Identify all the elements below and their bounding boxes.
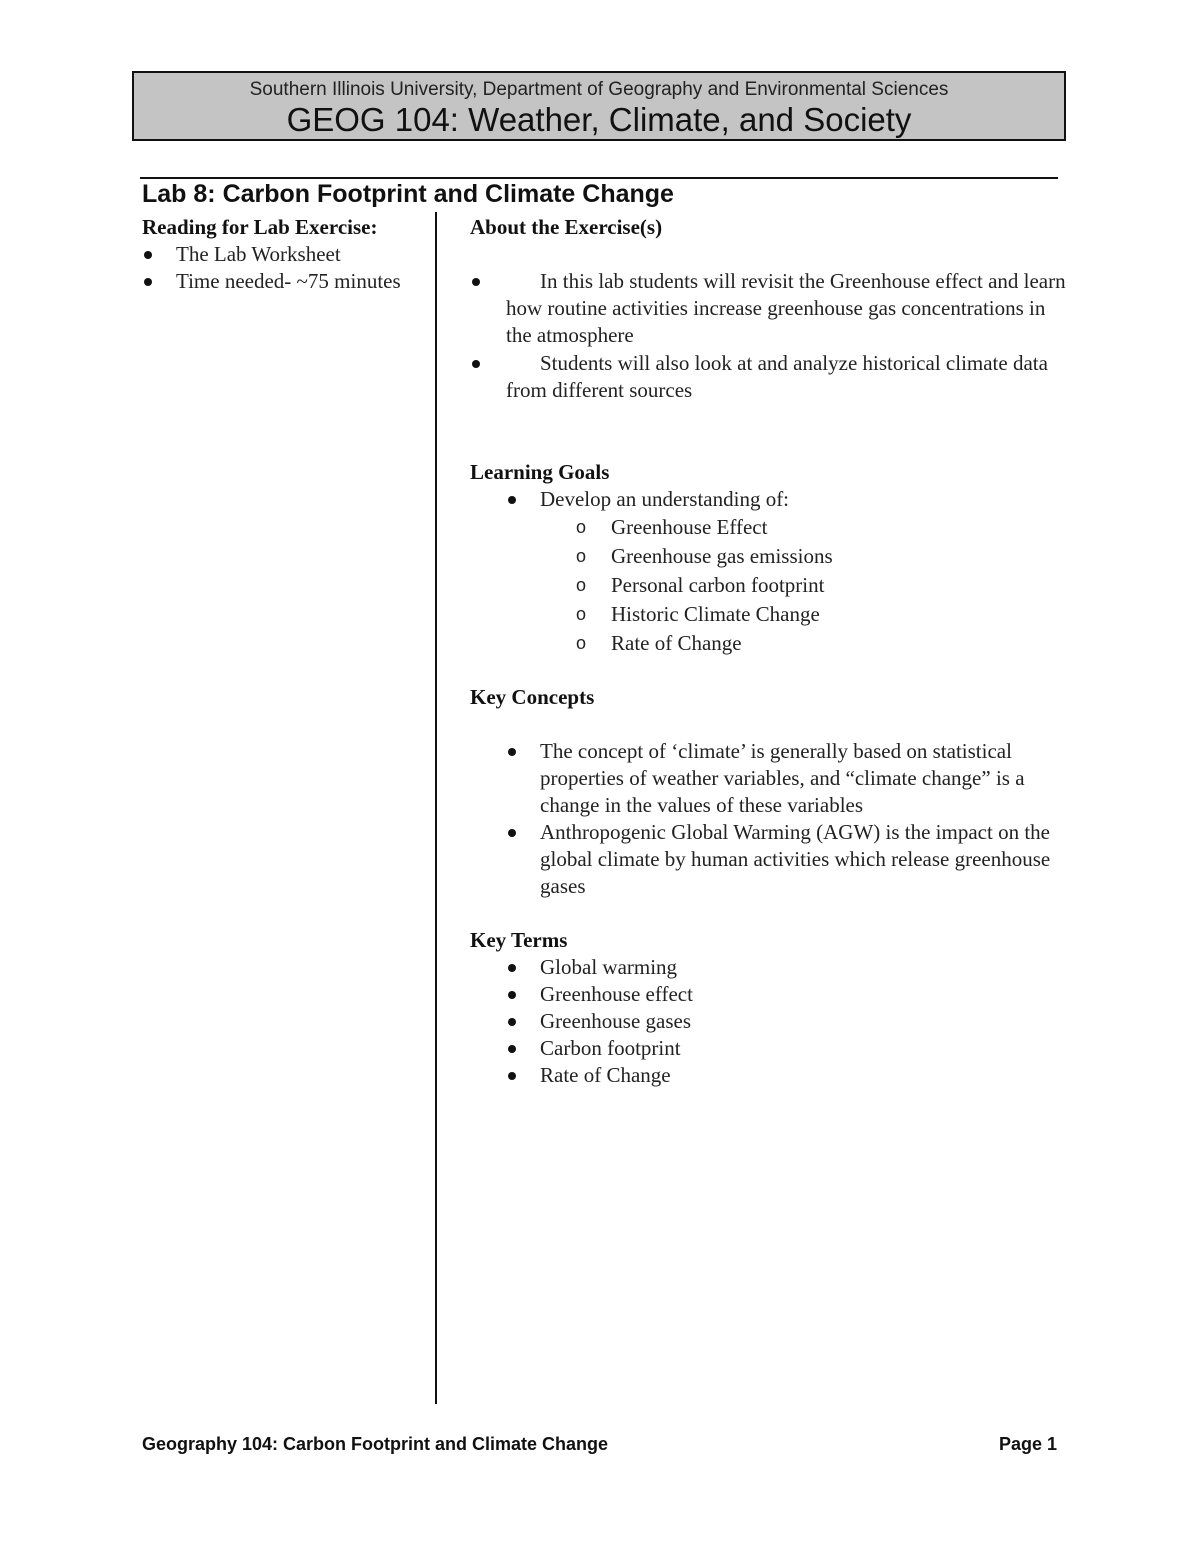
bullet-icon xyxy=(508,1018,516,1026)
bullet-icon xyxy=(508,829,516,837)
list-item: Anthropogenic Global Warming (AGW) is the impact on the global climate by human activities which release greenhouse gases xyxy=(470,819,1070,900)
learning-goals-heading: Learning Goals xyxy=(470,460,610,484)
sub-bullet-icon: o xyxy=(576,517,587,537)
learning-goals-sublist xyxy=(470,513,1070,658)
list-item: Rate of Change xyxy=(470,1062,1070,1089)
list-item: Develop an understanding of: xyxy=(470,486,1070,513)
list-item: Greenhouse effect xyxy=(470,981,1070,1008)
reading-heading: Reading for Lab Exercise: xyxy=(142,215,378,239)
sub-bullet-icon: o xyxy=(576,604,587,624)
list-item: Carbon footprint xyxy=(470,1035,1070,1062)
sub-bullet-icon: o xyxy=(576,546,587,566)
title-divider xyxy=(140,177,1058,179)
footer-title: Geography 104: Carbon Footprint and Climate Change xyxy=(142,1434,609,1454)
bullet-icon xyxy=(508,496,516,504)
reading-list xyxy=(142,241,412,295)
list-item: In this lab students will revisit the Greenhouse effect and learn how routine activities increase greenhouse gas concentrations in the atmosphere xyxy=(470,268,1070,349)
key-concepts-heading: Key Concepts xyxy=(470,685,595,709)
bullet-icon xyxy=(508,964,516,972)
list-item: The Lab Worksheet xyxy=(142,241,412,268)
column-divider xyxy=(435,212,437,1404)
course-title: GEOG 104: Weather, Climate, and Society xyxy=(286,101,912,138)
sub-bullet-icon: o xyxy=(576,575,587,595)
exercise-details xyxy=(470,214,1070,1089)
list-item: o Historic Climate Change xyxy=(470,600,1070,629)
lab-title: Lab 8: Carbon Footprint and Climate Change xyxy=(142,180,674,208)
header-box xyxy=(132,71,1066,141)
bullet-icon xyxy=(472,360,480,368)
key-terms-list xyxy=(470,954,1070,1089)
list-item: Greenhouse gases xyxy=(470,1008,1070,1035)
bullet-icon xyxy=(144,251,152,259)
key-terms-heading: Key Terms xyxy=(470,928,568,952)
list-item: The concept of ‘climate’ is generally based on statistical properties of weather variables, and “climate change” is a change in the values of these variables xyxy=(470,738,1070,819)
sub-bullet-icon: o xyxy=(576,633,587,653)
about-list xyxy=(470,268,1070,404)
list-item: o Greenhouse gas emissions xyxy=(470,542,1070,571)
about-heading: About the Exercise(s) xyxy=(470,215,663,239)
bullet-icon xyxy=(508,748,516,756)
bullet-icon xyxy=(508,991,516,999)
list-item: o Rate of Change xyxy=(470,629,1070,658)
key-concepts-list xyxy=(470,738,1070,900)
bullet-icon xyxy=(472,278,480,286)
bullet-icon xyxy=(508,1045,516,1053)
university-name: Southern Illinois University, Department of Geography and Environmental Sciences xyxy=(249,79,949,100)
list-item: o Greenhouse Effect xyxy=(470,513,1070,542)
list-item: o Personal carbon footprint xyxy=(470,571,1070,600)
bullet-icon xyxy=(508,1072,516,1080)
list-item: Global warming xyxy=(470,954,1070,981)
page-number: Page 1 xyxy=(998,1434,1057,1454)
bullet-icon xyxy=(144,278,152,286)
list-item: Time needed- ~75 minutes xyxy=(142,268,412,295)
learning-goals-list xyxy=(470,486,1070,513)
reading-section xyxy=(142,214,412,295)
list-item: Students will also look at and analyze historical climate data from different sources xyxy=(470,350,1070,404)
